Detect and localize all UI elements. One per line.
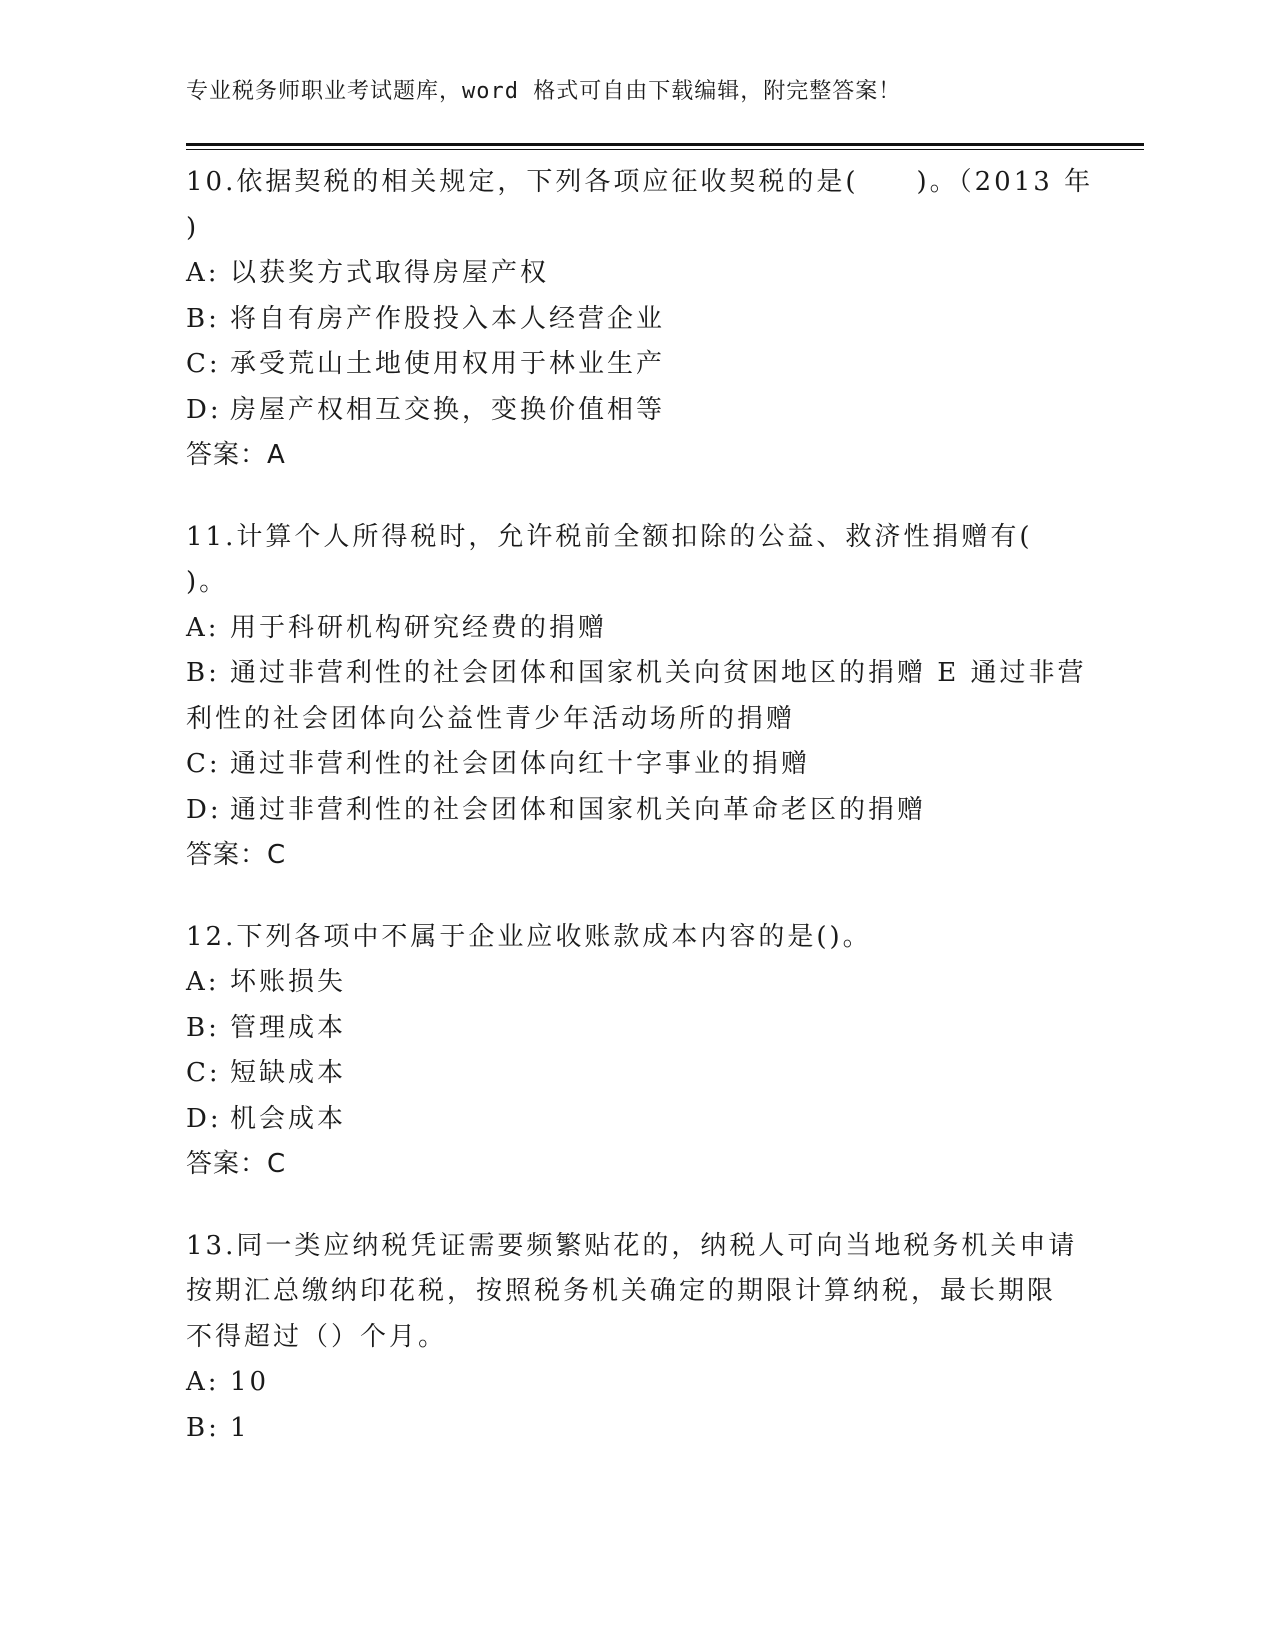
option-row: [186, 388, 1086, 434]
option-key: C:: [186, 749, 221, 779]
answer-line: 答案：C: [186, 840, 287, 870]
option-key: A:: [186, 612, 220, 643]
header-rule-thick: [186, 143, 1144, 146]
option-key: A:: [186, 1367, 220, 1397]
question-list: [186, 160, 1094, 1487]
option-key: A:: [186, 258, 220, 288]
option-text: 机会成本: [230, 1103, 347, 1134]
option-text: 坏账损失: [230, 967, 347, 997]
option-text: 承受荒山土地使用权用于林业生产: [230, 349, 666, 379]
question-stem-line: 12.下列各项中不属于企业应收账款成本内容的是()。: [186, 921, 872, 952]
option-text: 通过非营利性的社会团体和国家机关向贫困地区的捐赠 E 通过非营: [230, 658, 1087, 688]
option-row: [186, 960, 1086, 1006]
option-text-continuation: 利性的社会团体向公益性青少年活动场所的捐赠: [186, 703, 796, 734]
option-row: [186, 606, 1086, 652]
option-text: 房屋产权相互交换，变换价值相等: [230, 394, 666, 425]
option-row: [186, 788, 1086, 834]
question-stem-line: 不得超过（）个月。: [186, 1321, 448, 1352]
question-stem-line: 11.计算个人所得税时，允许税前全额扣除的公益、救济性捐赠有(: [186, 521, 1033, 552]
option-text: 以获奖方式取得房屋产权: [230, 258, 550, 288]
header-rule-thin: [186, 149, 1144, 150]
option-row: [186, 651, 1086, 697]
question-stem-line: 按期汇总缴纳印花税，按照税务机关确定的期限计算纳税，最长期限: [186, 1276, 1057, 1306]
option-key: D:: [186, 1103, 222, 1134]
option-key: B:: [186, 658, 220, 688]
option-key: B:: [186, 1412, 220, 1443]
option-key: A:: [186, 967, 220, 997]
option-key: B:: [186, 303, 220, 334]
option-row: [186, 297, 1086, 343]
option-text: 通过非营利性的社会团体和国家机关向革命老区的捐赠: [230, 794, 927, 825]
question-block: [186, 515, 1086, 879]
option-text: 1: [230, 1412, 250, 1443]
question-block: [186, 160, 1094, 479]
option-row: [186, 1097, 1086, 1143]
answer-line: 答案：A: [186, 440, 286, 470]
option-row: [186, 742, 1086, 788]
option-row: [186, 342, 1086, 388]
option-text: 通过非营利性的社会团体向红十字事业的捐赠: [230, 749, 811, 779]
option-row: [186, 251, 1086, 297]
option-text: 管理成本: [230, 1012, 347, 1043]
option-key: B:: [186, 1012, 220, 1043]
option-key: D:: [186, 794, 222, 825]
option-row: [186, 1006, 1086, 1052]
option-row: [186, 1406, 1086, 1452]
option-key: C:: [186, 1058, 221, 1088]
page-header: 专业税务师职业考试题库，word 格式可自由下载编辑，附完整答案！: [186, 79, 902, 104]
option-row: [186, 1360, 1086, 1406]
option-key: D:: [186, 394, 222, 425]
answer-line: 答案：C: [186, 1149, 287, 1179]
question-block: [186, 1224, 1086, 1452]
option-row: [186, 1051, 1086, 1097]
option-text: 将自有房产作股投入本人经营企业: [230, 303, 666, 334]
question-stem-line: 10.依据契税的相关规定，下列各项应征收契税的是( )。（2013 年: [186, 167, 1094, 197]
option-text: 10: [230, 1367, 270, 1397]
option-key: C:: [186, 349, 221, 379]
question-block: [186, 915, 1086, 1188]
question-stem-line: )。: [186, 567, 229, 597]
question-stem-line: 13.同一类应纳税凭证需要频繁贴花的，纳税人可向当地税务机关申请: [186, 1230, 1078, 1261]
option-text: 用于科研机构研究经费的捐赠: [230, 612, 608, 643]
option-text: 短缺成本: [230, 1058, 347, 1088]
question-stem-line: ): [186, 212, 200, 243]
